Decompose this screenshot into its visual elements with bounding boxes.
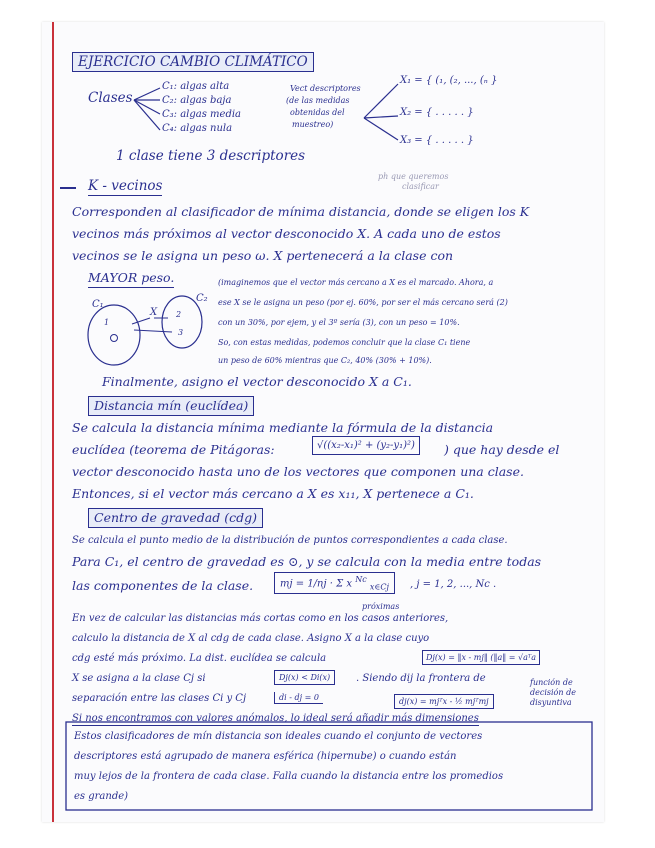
distancia-heading: Distancia mín (euclídea) [88, 396, 254, 416]
cdg-line-8a: separación entre las clases Ci y Cj [72, 693, 247, 704]
knn-example-2: ese X se le asigna un peso (por ej. 60%, por ser el más cercano será (2) [218, 298, 508, 307]
vector-branches [364, 84, 398, 140]
vector-x2: X₂ = { . . . . . } [400, 107, 474, 118]
knn-final: Finalmente, asigno el vector desconocido X a C₁. [102, 374, 412, 389]
cdg-side-3: disyuntiva [530, 698, 572, 707]
class-item-2: C₂: algas baja [162, 95, 232, 106]
conclusion-line-1: Estos clasificadores de mín distancia son ideales cuando el conjunto de vectores [74, 731, 483, 742]
cdg-line-4-note: próximas [362, 602, 400, 611]
knn-line-3: vecinos se le asigna un peso ω. X pertenecerá a la clase con [72, 248, 454, 263]
cdg-formula-main: mj = 1/nj · Σ x [280, 578, 353, 590]
cdg-line-1: Se calcula el punto medio de la distribución de puntos correspondientes a cada clase. [72, 535, 508, 546]
vect-label-1: Vect descriptores [290, 84, 361, 93]
vect-label-3: obtenidas del [290, 108, 345, 117]
cdg-formula-sup: Nc [355, 575, 367, 584]
cdg-formula-dist: Dj(x) = ‖x - mj‖ (‖a‖ = √aᵀa [422, 650, 540, 665]
conclusion-line-4: es grande) [74, 791, 129, 802]
cdg-line-2: Para C₁, el centro de gravedad es ⊙, y se calcula con la media entre todas [72, 554, 542, 569]
cdg-formula-mean [274, 572, 395, 594]
cdg-formula-compare: Dj(x) < Di(x) [274, 670, 335, 685]
notebook-page [42, 22, 604, 822]
conclusion-line-2: descriptores está agrupado de manera esférica (hipernube) o cuando están [74, 751, 457, 762]
distancia-line-2a: euclídea (teorema de Pitágoras: [72, 442, 275, 457]
class-item-3: C₃: algas media [162, 109, 242, 120]
vect-label-2: (de las medidas [286, 96, 350, 105]
descriptores-line: 1 clase tiene 3 descriptores [116, 148, 306, 164]
cdg-line-9: Si nos encontramos con valores anómalos, lo ideal será añadir más dimensiones [72, 713, 479, 724]
cdg-side-1: función de [530, 678, 573, 687]
knn-heading: K - vecinos [88, 178, 163, 194]
distancia-line-2b: ) que hay desde el [444, 442, 560, 457]
fig-point-2: 2 [176, 310, 182, 319]
conclusion-line-3: muy lejos de la frontera de cada clase. Falla cuando la distancia entre los promedios [74, 771, 504, 782]
class-item-1: C₁: algas alta [162, 81, 230, 92]
cdg-line-5: calculo la distancia de X al cdg de cada clase. Asigno X a la clase cuyo [72, 633, 430, 644]
fig-c2-label: C₂ [196, 293, 208, 304]
class-item-4: C₄: algas nula [162, 123, 233, 134]
cdg-heading: Centro de gravedad (cdg) [88, 508, 263, 528]
fig-point-1: 1 [104, 318, 110, 327]
page-title: EJERCICIO CAMBIO CLIMÁTICO [72, 52, 314, 72]
distancia-line-1: Se calcula la distancia mínima mediante la fórmula de la distancia [72, 420, 494, 435]
fig-c1-label: C₁ [92, 299, 104, 310]
clases-label: Clases [88, 90, 133, 106]
knn-line-1: Corresponden al clasificador de mínima distancia, donde se eligen los K [72, 204, 530, 219]
vect-label-4: muestreo) [292, 120, 334, 129]
cdg-formula-sub: x∈Cj [369, 582, 389, 592]
knn-mayor-peso: MAYOR peso. [88, 270, 174, 288]
knn-side-note-1: ph que queremos [378, 172, 449, 181]
knn-side-note-2: clasificar [402, 182, 439, 191]
knn-example-3: con un 30%, por ejem, y el 3º sería (3), con un peso = 10%. [218, 318, 460, 327]
cdg-side-2: decisión de [530, 688, 576, 697]
vector-x1: X₁ = { (₁, (₂, ..., (ₙ } [400, 75, 498, 86]
distancia-formula: √((x₂-x₁)² + (y₂-y₁)²) [312, 436, 420, 455]
knn-example-4: So, con estas medidas, podemos concluir que la clase C₁ tiene [218, 338, 471, 347]
cdg-line-4: En vez de calcular las distancias más cortas como en los casos anteriores, [72, 613, 449, 624]
class-branches [134, 88, 160, 130]
vector-x3: X₃ = { . . . . . } [400, 135, 474, 146]
fig-point-3: 3 [178, 328, 184, 337]
knn-line-2: vecinos más próximos al vector desconocido X. A cada uno de estos [72, 226, 501, 241]
cdg-line-3b: , j = 1, 2, ..., Nc . [410, 579, 497, 590]
centroid-mark [111, 335, 118, 342]
fig-x-label: X [150, 307, 158, 318]
cdg-formula-decision: dj(x) = mjᵀx - ½ mjᵀmj [394, 694, 494, 709]
cdg-line-3a: las componentes de la clase. [72, 578, 254, 593]
distancia-line-3: vector desconocido hasta uno de los vectores que componen una clase. [72, 464, 524, 479]
distancia-line-4: Entonces, si el vector más cercano a X es x₁₁, X pertenece a C₁. [72, 486, 474, 501]
cdg-line-6a: cdg esté más próximo. La dist. euclídea se calcula [72, 653, 327, 664]
knn-example-5: un peso de 60% mientras que C₂, 40% (30% + 10%). [218, 356, 432, 365]
cdg-formula-boundary: di - dj = 0 [274, 692, 323, 704]
knn-example-1: (imaginemos que el vector más cercano a X es el marcado. Ahora, a [218, 278, 494, 287]
cdg-line-7b: . Siendo dij la frontera de [356, 673, 486, 684]
cdg-line-7a: X se asigna a la clase Cj si [72, 673, 206, 684]
